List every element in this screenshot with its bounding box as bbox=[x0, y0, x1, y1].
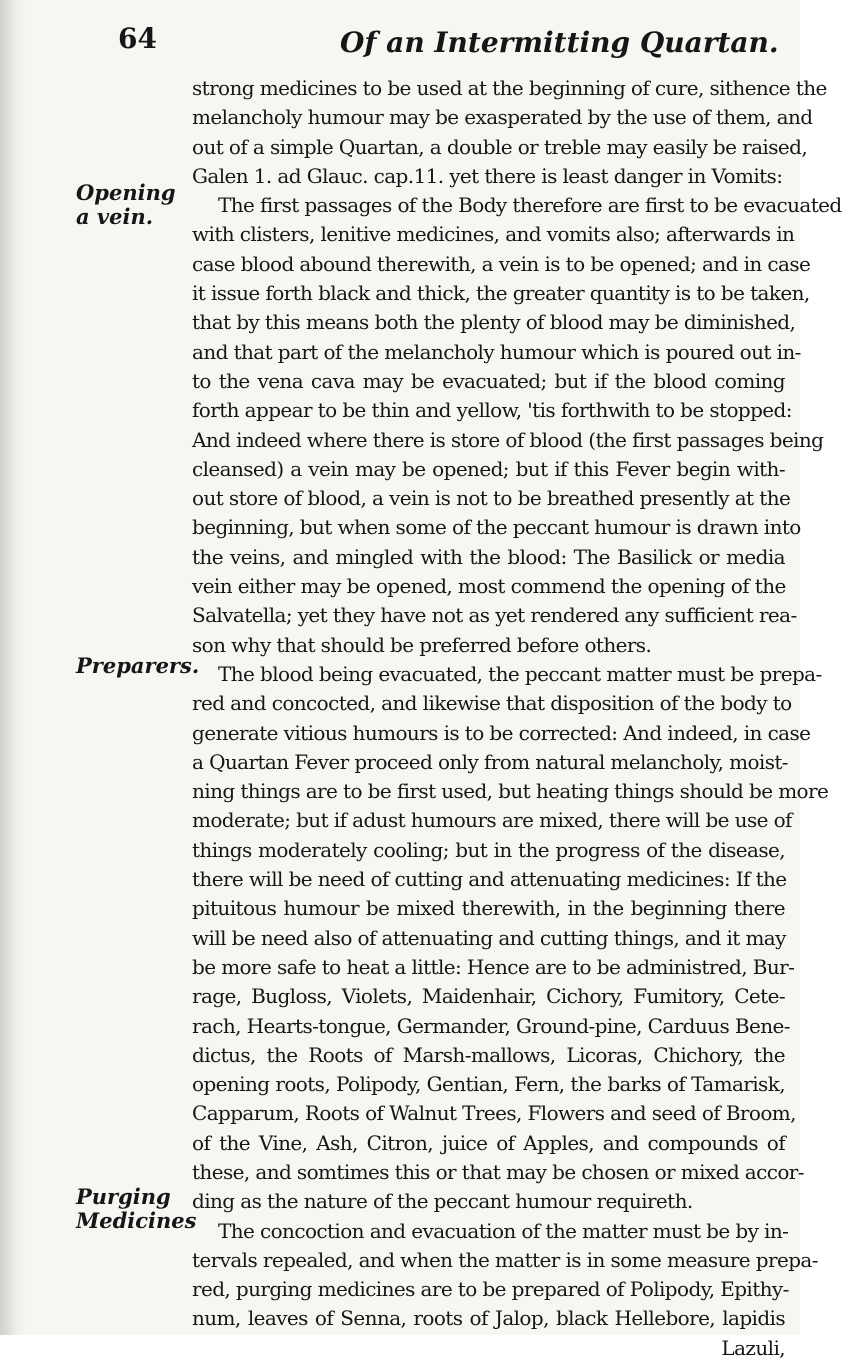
running-title: Of an Intermitting Quartan. bbox=[340, 26, 779, 59]
text-line: to the vena cava may be evacuated; but if the blood coming bbox=[192, 368, 785, 393]
text-line: melancholy humour may be exasperated by the use of them, and bbox=[192, 105, 813, 130]
text-line: The concoction and evacuation of the matter must be by in- bbox=[218, 1218, 789, 1243]
text-line: strong medicines to be used at the beginning of cure, sithence the bbox=[192, 76, 827, 100]
text-line: be more safe to heat a little: Hence are to be administred, Bur- bbox=[192, 954, 795, 979]
text-line: The blood being evacuated, the peccant matter must be prepa- bbox=[218, 661, 822, 686]
body-text bbox=[192, 74, 842, 1363]
text-line: tervals repealed, and when the matter is in some measure prepa- bbox=[192, 1247, 818, 1272]
text-line: pituitous humour be mixed therewith, in the beginning there bbox=[192, 896, 785, 921]
margin-note-line: Purging bbox=[76, 1184, 171, 1209]
text-line: beginning, but when some of the peccant humour is drawn into bbox=[192, 515, 801, 540]
text-line: num, leaves of Senna, roots of Jalop, black Hellebore, lapidis bbox=[192, 1306, 785, 1331]
text-line: opening roots, Polipody, Gentian, Fern, the barks of Tamarisk, bbox=[192, 1072, 785, 1097]
margin-note-line: Opening bbox=[76, 180, 176, 205]
text-line: dictus, the Roots of Marsh-mallows, Licoras, Chichory, the bbox=[192, 1042, 785, 1067]
text-line: rage, Bugloss, Violets, Maidenhair, Cichory, Fumitory, Cete- bbox=[192, 984, 785, 1009]
text-line: things moderately cooling; but in the progress of the disease, bbox=[192, 837, 785, 862]
text-line: rach, Hearts-tongue, Germander, Ground-pine, Carduus Bene- bbox=[192, 1013, 790, 1038]
text-line: of the Vine, Ash, Citron, juice of Apples, and compounds of bbox=[192, 1130, 785, 1155]
text-line: Salvatella; yet they have not as yet rendered any sufficient rea- bbox=[192, 603, 797, 628]
text-line: these, and somtimes this or that may be chosen or mixed accor- bbox=[192, 1159, 804, 1184]
text-line: and that part of the melancholy humour which is poured out in- bbox=[192, 339, 801, 364]
text-line: red and concocted, and likewise that disposition of the body to bbox=[192, 691, 792, 716]
text-line: that by this means both the plenty of blood may be diminished, bbox=[192, 310, 796, 335]
text-line: vein either may be opened, most commend the opening of the bbox=[192, 574, 786, 599]
page-gutter-shadow bbox=[0, 0, 26, 1335]
text-line: son why that should be preferred before others. bbox=[192, 632, 652, 657]
text-line: the veins, and mingled with the blood: The Basilick or media bbox=[192, 544, 785, 569]
margin-note-line: Preparers. bbox=[76, 653, 200, 678]
text-line: it issue forth black and thick, the greater quantity is to be taken, bbox=[192, 281, 810, 306]
text-line: And indeed where there is store of blood (the first passages being bbox=[192, 427, 824, 452]
margin-note-line: a vein. bbox=[76, 204, 154, 229]
margin-note-purging-medicines bbox=[76, 1185, 196, 1233]
text-line: ding as the nature of the peccant humour requireth. bbox=[192, 1189, 693, 1214]
text-line: forth appear to be thin and yellow, 'tis forthwith to be stopped: bbox=[192, 398, 792, 423]
text-line: generate vitious humours is to be corrected: And indeed, in case bbox=[192, 720, 811, 745]
text-line: will be need also of attenuating and cutting things, and it may bbox=[192, 925, 786, 950]
text-line: with clisters, lenitive medicines, and vomits also; afterwards in bbox=[192, 222, 795, 247]
margin-note-line: Medicines bbox=[76, 1208, 197, 1233]
text-line: Galen 1. ad Glauc. cap.11. yet there is least danger in Vomits: bbox=[192, 163, 783, 188]
page-number: 64 bbox=[118, 22, 157, 55]
text-line: a Quartan Fever proceed only from natural melancholy, moist- bbox=[192, 749, 788, 774]
catchword: Lazuli, bbox=[721, 1335, 785, 1360]
margin-note-preparers bbox=[76, 654, 199, 678]
text-line: cleansed) a vein may be opened; but if this Fever begin with- bbox=[192, 456, 785, 481]
text-line: moderate; but if adust humours are mixed, there will be use of bbox=[192, 808, 792, 833]
text-line: there will be need of cutting and attenuating medicines: If the bbox=[192, 867, 787, 892]
text-line: case blood abound therewith, a vein is to be opened; and in case bbox=[192, 251, 811, 276]
text-line: The first passages of the Body therefore are first to be evacuated bbox=[218, 193, 842, 218]
text-line: ning things are to be first used, but heating things should be more bbox=[192, 779, 829, 804]
margin-note-opening-vein bbox=[76, 181, 176, 229]
text-line: red, purging medicines are to be prepared of Polipody, Epithy- bbox=[192, 1277, 789, 1302]
text-line: out store of blood, a vein is not to be breathed presently at the bbox=[192, 486, 791, 511]
text-line: out of a simple Quartan, a double or treble may easily be raised, bbox=[192, 134, 808, 159]
text-line: Capparum, Roots of Walnut Trees, Flowers and seed of Broom, bbox=[192, 1101, 796, 1126]
